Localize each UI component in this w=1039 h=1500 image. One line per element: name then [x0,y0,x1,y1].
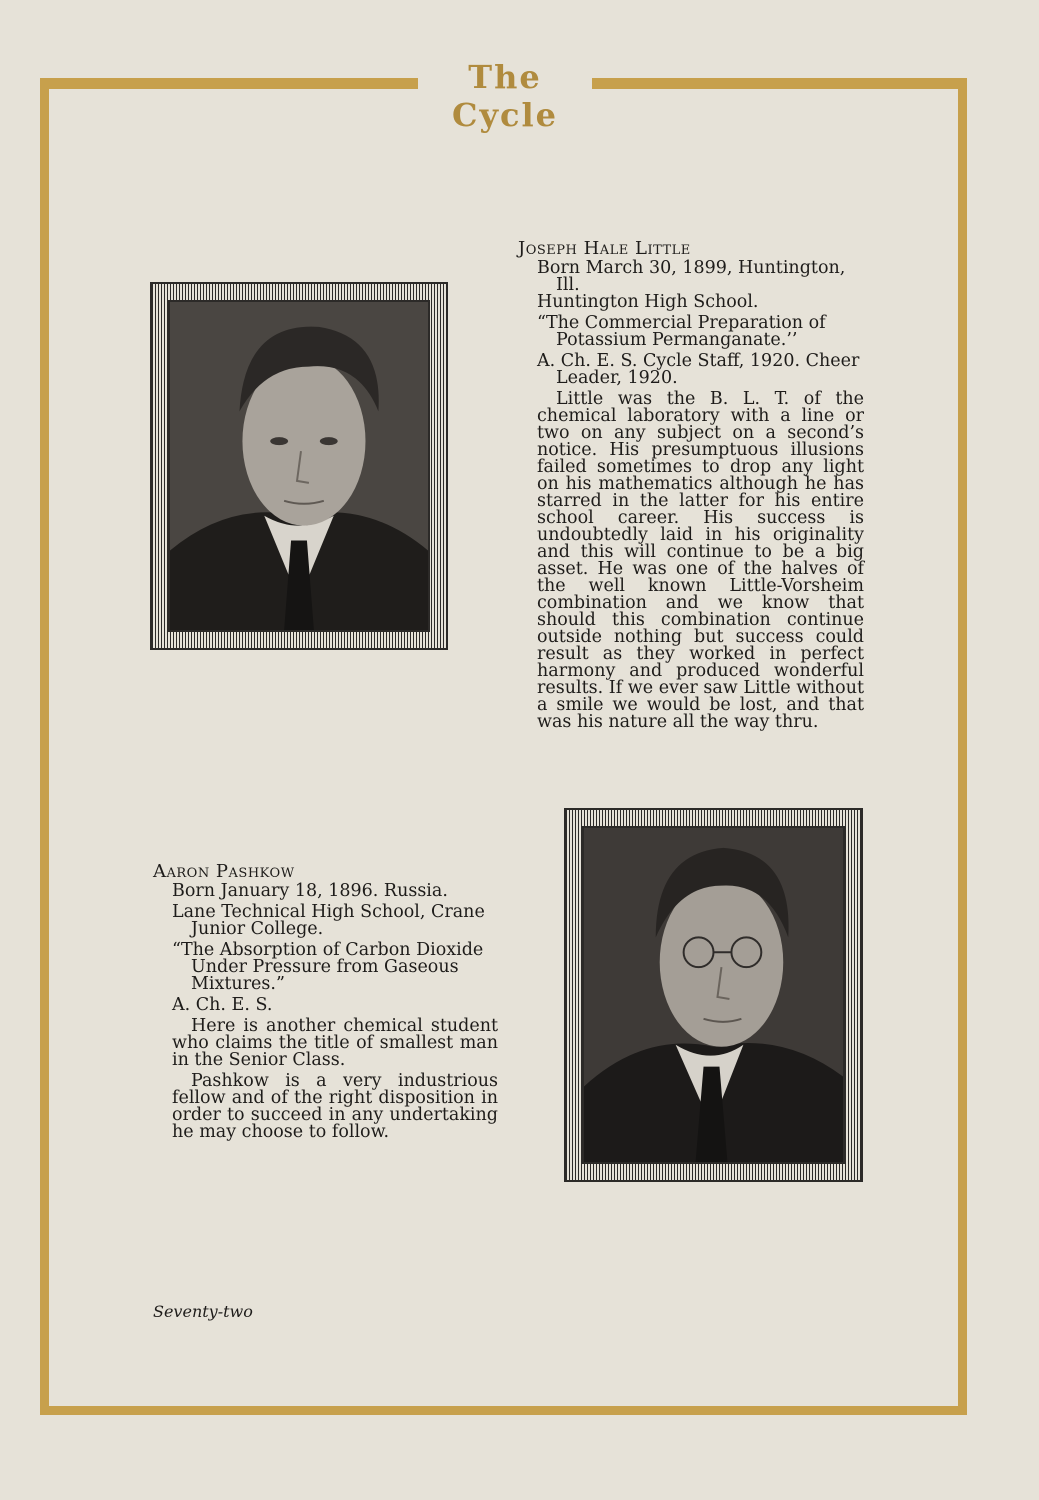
entry-school: Huntington High School. [537,292,759,312]
entry-born: Born January 18, 1896. Russia. [172,881,448,901]
entry-little [518,240,864,735]
entry-born: Born March 30, 1899, Huntington, Ill. [537,258,846,295]
portrait-image-little [170,302,428,630]
entry-bio: Little was the B. L. T. of the chemical laboratory with a line or two on any subject on a second’s notice. His presumptuous illusions failed sometimes to drop any light on his mathematics although he has starred in the latter for his entire school career. His success is undoubtedly laid in his originality and this will continue to be a big asset. He was one of the halves of the well known Little-Vorsheim combination and we know that should this combination continue outside nothing but success could result as they worked in perfect harmony and produced wonderful results. If we ever saw Little without a smile we would be lost, and that was his nature all the way thru. [537,389,864,732]
portrait-image-pashkow [584,828,843,1162]
entry-activities: A. Ch. E. S. [172,995,273,1015]
portrait-photo-little [168,300,430,632]
entry-bio-2: Pashkow is a very industrious fellow and of the right disposition in order to succeed in any undertaking he may choose to follow. [172,1071,498,1142]
entry-thesis: “The Commercial Preparation of Potassium Permanganate.’’ [537,313,826,350]
entry-thesis: “The Absorption of Carbon Dioxide Under Pressure from Gaseous Mixtures.” [172,940,484,994]
portrait-photo-pashkow [582,826,845,1164]
entry-pashkow [153,863,498,1145]
page-number: Seventy-two [153,1302,253,1321]
portrait-frame-little [150,282,448,650]
entry-name: Aaron Pashkow [153,861,295,882]
entry-bio-1: Here is another chemical student who claims the title of smallest man in the Senior Class. [172,1016,498,1070]
portrait-frame-pashkow [564,808,863,1182]
entry-school: Lane Technical High School, Crane Junior College. [172,902,485,939]
entry-name: Joseph Hale Little [518,238,691,259]
entry-activities: A. Ch. E. S. Cycle Staff, 1920. Cheer Leader, 1920. [537,351,860,388]
page-title: The Cycle [451,58,559,134]
